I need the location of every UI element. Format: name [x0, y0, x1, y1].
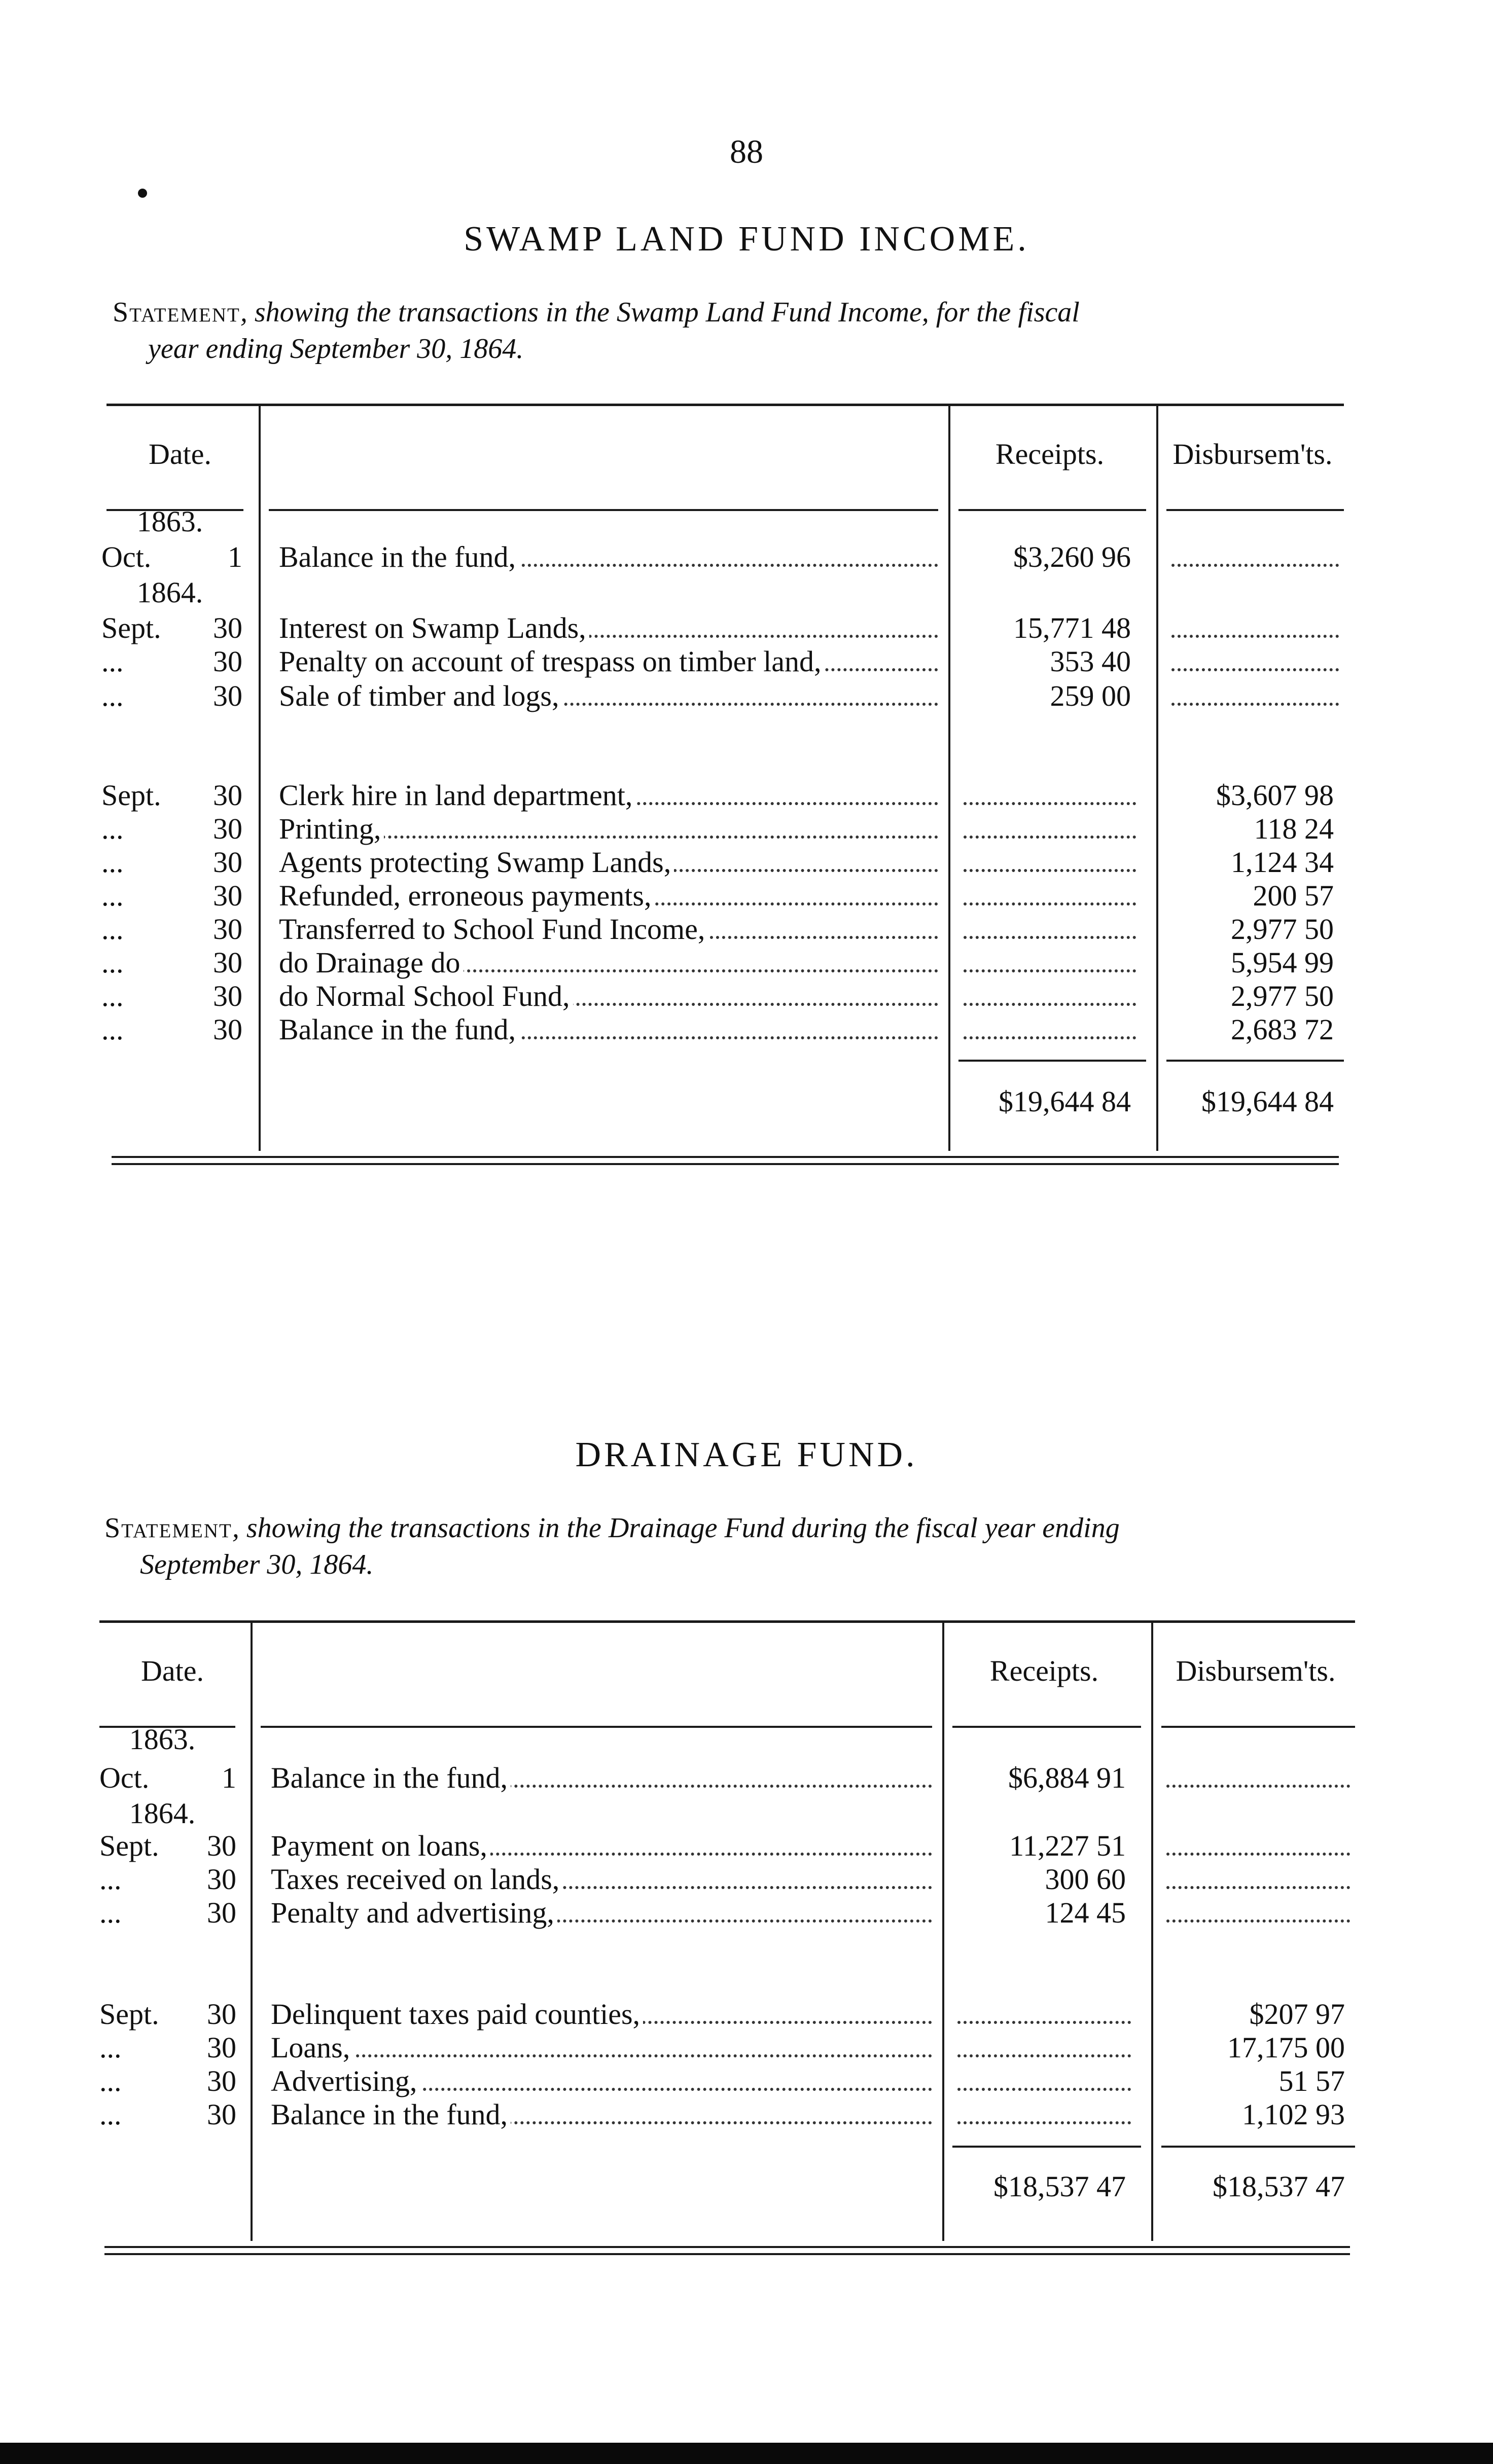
disbursement-empty-leader	[1166, 1886, 1350, 1889]
disbursement-amount: 17,175 00	[1227, 2031, 1345, 2064]
date-day: 30	[213, 946, 242, 979]
disbursement-amount: 118 24	[1254, 812, 1334, 845]
entry-description-text: Clerk hire in land department,	[279, 779, 635, 812]
entry-description	[279, 540, 938, 574]
disbursement-empty-leader	[1166, 1853, 1350, 1856]
total-rule	[1166, 1060, 1344, 1062]
entry-description	[271, 2098, 932, 2131]
disbursement-amount: 200 57	[1253, 879, 1334, 912]
disbursement-empty-leader	[1171, 564, 1339, 567]
drainage-statement-line2: September 30, 1864.	[140, 1549, 374, 1580]
date-month: Oct.	[99, 1761, 150, 1794]
table-row	[0, 645, 1493, 678]
entry-description-text: Balance in the fund,	[279, 1013, 519, 1046]
disbursement-empty-leader	[1166, 1785, 1350, 1788]
header-underline	[1161, 1726, 1355, 1728]
totals-row	[0, 1085, 1493, 1118]
disbursement-amount: 2,977 50	[1231, 913, 1334, 946]
date-month: ...	[99, 2031, 122, 2064]
date-month: Sept.	[101, 611, 161, 644]
table-row	[0, 2098, 1493, 2131]
drainage-statement	[104, 1510, 1382, 1583]
entry-description-text: Printing,	[279, 812, 384, 845]
entry-description-text: Balance in the fund,	[271, 1761, 511, 1794]
drainage-statement-lead: Statement	[104, 1512, 232, 1544]
entry-description	[279, 812, 938, 846]
entry-description	[271, 1829, 932, 1863]
total-disbursements: $18,537 47	[1213, 2170, 1345, 2203]
receipts-empty-leader	[964, 969, 1136, 972]
receipts-amount: 124 45	[1045, 1896, 1126, 1929]
date-month: ...	[99, 2064, 122, 2097]
disbursement-amount: 5,954 99	[1231, 946, 1334, 979]
header-underline	[958, 509, 1146, 511]
entry-description-text: Balance in the fund,	[279, 540, 519, 573]
disbursement-amount: 1,124 34	[1231, 846, 1334, 879]
entry-description	[279, 846, 938, 879]
date-month: ...	[101, 980, 124, 1012]
entry-description-text: Agents protecting Swamp Lands,	[279, 846, 674, 879]
table-row	[0, 1896, 1493, 1930]
entry-description-text: Advertising,	[271, 2064, 420, 2097]
table-bottom-rule	[104, 2253, 1350, 2255]
disbursement-amount: 1,102 93	[1242, 2098, 1345, 2131]
receipts-empty-leader	[957, 2088, 1131, 2091]
table-row	[0, 2064, 1493, 2098]
page-number: 88	[730, 133, 763, 170]
date-month: ...	[101, 879, 124, 912]
dot-leader	[271, 2054, 932, 2057]
header-receipts: Receipts.	[989, 1654, 1099, 1687]
date-month: ...	[99, 1863, 122, 1896]
entry-description-text: Loans,	[271, 2031, 353, 2064]
table-row	[0, 1013, 1493, 1046]
date-month: ...	[99, 1896, 122, 1929]
total-disbursements: $19,644 84	[1201, 1085, 1334, 1118]
date-day: 30	[207, 2064, 236, 2097]
disbursement-amount: $207 97	[1249, 1998, 1345, 2031]
date-month: ...	[101, 913, 124, 946]
entry-description-text: Payment on loans,	[271, 1829, 490, 1862]
entry-description-text: Transferred to School Fund Income,	[279, 913, 708, 946]
table-bottom-rule	[112, 1156, 1339, 1158]
swamp-statement-line1: , showing the transactions in the Swamp Land Fund Income, for the fiscal	[240, 297, 1080, 328]
table-row	[0, 1761, 1493, 1795]
date-month: Sept.	[99, 1829, 159, 1862]
swamp-statement-lead: Statement	[113, 297, 240, 328]
header-underline	[261, 1726, 932, 1728]
header-underline	[269, 509, 938, 511]
entry-description	[279, 645, 938, 678]
entry-description	[271, 1863, 932, 1896]
date-day: 30	[213, 980, 242, 1012]
table-top-rule	[106, 404, 1344, 406]
disbursement-empty-leader	[1171, 668, 1339, 671]
receipts-empty-leader	[957, 2054, 1131, 2057]
year-label: 1863.	[136, 505, 203, 538]
table-row	[0, 2031, 1493, 2064]
header-receipts: Receipts.	[995, 438, 1105, 470]
receipts-empty-leader	[964, 869, 1136, 872]
disbursement-empty-leader	[1171, 703, 1339, 706]
entry-description	[279, 980, 938, 1013]
year-label: 1863.	[129, 1723, 196, 1756]
entry-description	[279, 946, 938, 980]
header-date: Date.	[149, 438, 211, 470]
date-day: 30	[213, 812, 242, 845]
receipts-amount: $3,260 96	[1013, 540, 1131, 573]
receipts-amount: 353 40	[1050, 645, 1131, 678]
receipts-empty-leader	[964, 836, 1136, 839]
header-disbursements: Disbursem'ts.	[1176, 1654, 1336, 1687]
bullet-mark	[138, 189, 147, 198]
date-day: 30	[213, 1013, 242, 1046]
date-day: 30	[207, 1896, 236, 1929]
header-underline	[1166, 509, 1344, 511]
column-divider	[942, 1620, 944, 2241]
date-day: 30	[207, 2098, 236, 2131]
receipts-amount: 259 00	[1050, 679, 1131, 712]
date-month: ...	[99, 2098, 122, 2131]
column-divider	[251, 1620, 253, 2241]
date-month: ...	[101, 812, 124, 845]
entry-description	[271, 2031, 932, 2064]
disbursement-empty-leader	[1171, 635, 1339, 638]
column-divider	[1151, 1620, 1153, 2241]
swamp-statement	[113, 294, 1380, 367]
date-month: ...	[101, 946, 124, 979]
receipts-amount: 15,771 48	[1013, 611, 1131, 644]
receipts-empty-leader	[957, 2121, 1131, 2124]
disbursement-amount: 51 57	[1278, 2064, 1345, 2097]
disbursement-amount: 2,683 72	[1231, 1013, 1334, 1046]
receipts-empty-leader	[964, 802, 1136, 805]
year-label: 1864.	[129, 1797, 196, 1830]
entry-description	[279, 879, 938, 913]
table-row	[0, 879, 1493, 913]
date-day: 30	[207, 1863, 236, 1896]
date-day: 30	[213, 846, 242, 879]
date-day: 30	[213, 611, 242, 644]
entry-description-text: Penalty on account of trespass on timber land,	[279, 645, 825, 678]
table-row	[0, 1863, 1493, 1896]
entry-description	[279, 611, 938, 645]
date-month: ...	[101, 846, 124, 879]
receipts-empty-leader	[964, 936, 1136, 939]
date-day: 30	[207, 1829, 236, 1862]
receipts-amount: $6,884 91	[1008, 1761, 1126, 1794]
swamp-statement-line2: year ending September 30, 1864.	[148, 333, 524, 365]
date-day: 30	[213, 913, 242, 946]
disbursement-amount: 2,977 50	[1231, 980, 1334, 1012]
date-day: 30	[213, 879, 242, 912]
receipts-amount: 300 60	[1045, 1863, 1126, 1896]
swamp-title: SWAMP LAND FUND INCOME.	[464, 220, 1029, 259]
table-row	[0, 1829, 1493, 1863]
entry-description-text: Balance in the fund,	[271, 2098, 511, 2131]
receipts-empty-leader	[964, 1003, 1136, 1006]
header-underline	[952, 1726, 1141, 1728]
receipts-amount: 11,227 51	[1009, 1829, 1126, 1862]
table-top-rule	[99, 1620, 1355, 1623]
table-bottom-rule	[104, 2246, 1350, 2248]
entry-description-text: do Drainage do	[279, 946, 464, 979]
table-row	[0, 779, 1493, 812]
disbursement-empty-leader	[1166, 1919, 1350, 1923]
totals-row	[0, 2170, 1493, 2203]
entry-description-text: Delinquent taxes paid counties,	[271, 1998, 643, 2031]
table-row	[0, 540, 1493, 574]
total-rule	[958, 1060, 1146, 1062]
date-month: Sept.	[101, 779, 161, 812]
date-day: 30	[207, 1998, 236, 2031]
date-day: 30	[213, 679, 242, 712]
date-day: 1	[222, 1761, 236, 1794]
table-row	[0, 812, 1493, 846]
table-bottom-rule	[112, 1163, 1339, 1165]
date-day: 30	[207, 2031, 236, 2064]
drainage-statement-line1: , showing the transactions in the Drainage Fund during the fiscal year ending	[232, 1512, 1120, 1544]
entry-description-text: Refunded, erroneous payments,	[279, 879, 654, 912]
drainage-title: DRAINAGE FUND.	[575, 1435, 918, 1474]
entry-description-text: Taxes received on lands,	[271, 1863, 562, 1896]
table-row	[0, 946, 1493, 980]
receipts-empty-leader	[964, 902, 1136, 905]
date-month: ...	[101, 1013, 124, 1046]
date-month: Oct.	[101, 540, 152, 573]
table-row	[0, 679, 1493, 713]
entry-description	[271, 2064, 932, 2098]
table-row	[0, 846, 1493, 879]
entry-description	[271, 1896, 932, 1930]
disbursement-amount: $3,607 98	[1216, 779, 1334, 812]
entry-description	[279, 779, 938, 812]
table-row	[0, 913, 1493, 946]
entry-description-text: Sale of timber and logs,	[279, 679, 562, 712]
date-day: 1	[228, 540, 242, 573]
entry-description	[279, 679, 938, 713]
total-receipts: $18,537 47	[993, 2170, 1126, 2203]
entry-description	[271, 1998, 932, 2031]
date-month: Sept.	[99, 1998, 159, 2031]
header-date: Date.	[141, 1654, 204, 1687]
date-day: 30	[213, 645, 242, 678]
entry-description-text: Interest on Swamp Lands,	[279, 611, 589, 644]
date-month: ...	[101, 679, 124, 712]
year-label: 1864.	[136, 576, 203, 609]
header-disbursements: Disbursem'ts.	[1172, 438, 1333, 470]
scan-bottom-edge	[0, 2443, 1493, 2464]
table-row	[0, 980, 1493, 1013]
receipts-empty-leader	[964, 1036, 1136, 1039]
total-rule	[952, 2146, 1141, 2148]
entry-description	[271, 1761, 932, 1795]
table-row	[0, 611, 1493, 645]
total-receipts: $19,644 84	[999, 1085, 1131, 1118]
entry-description	[279, 913, 938, 946]
total-rule	[1161, 2146, 1355, 2148]
date-month: ...	[101, 645, 124, 678]
table-row	[0, 1998, 1493, 2031]
entry-description-text: do Normal School Fund,	[279, 980, 573, 1012]
entry-description	[279, 1013, 938, 1046]
date-day: 30	[213, 779, 242, 812]
receipts-empty-leader	[957, 2021, 1131, 2024]
entry-description-text: Penalty and advertising,	[271, 1896, 557, 1929]
